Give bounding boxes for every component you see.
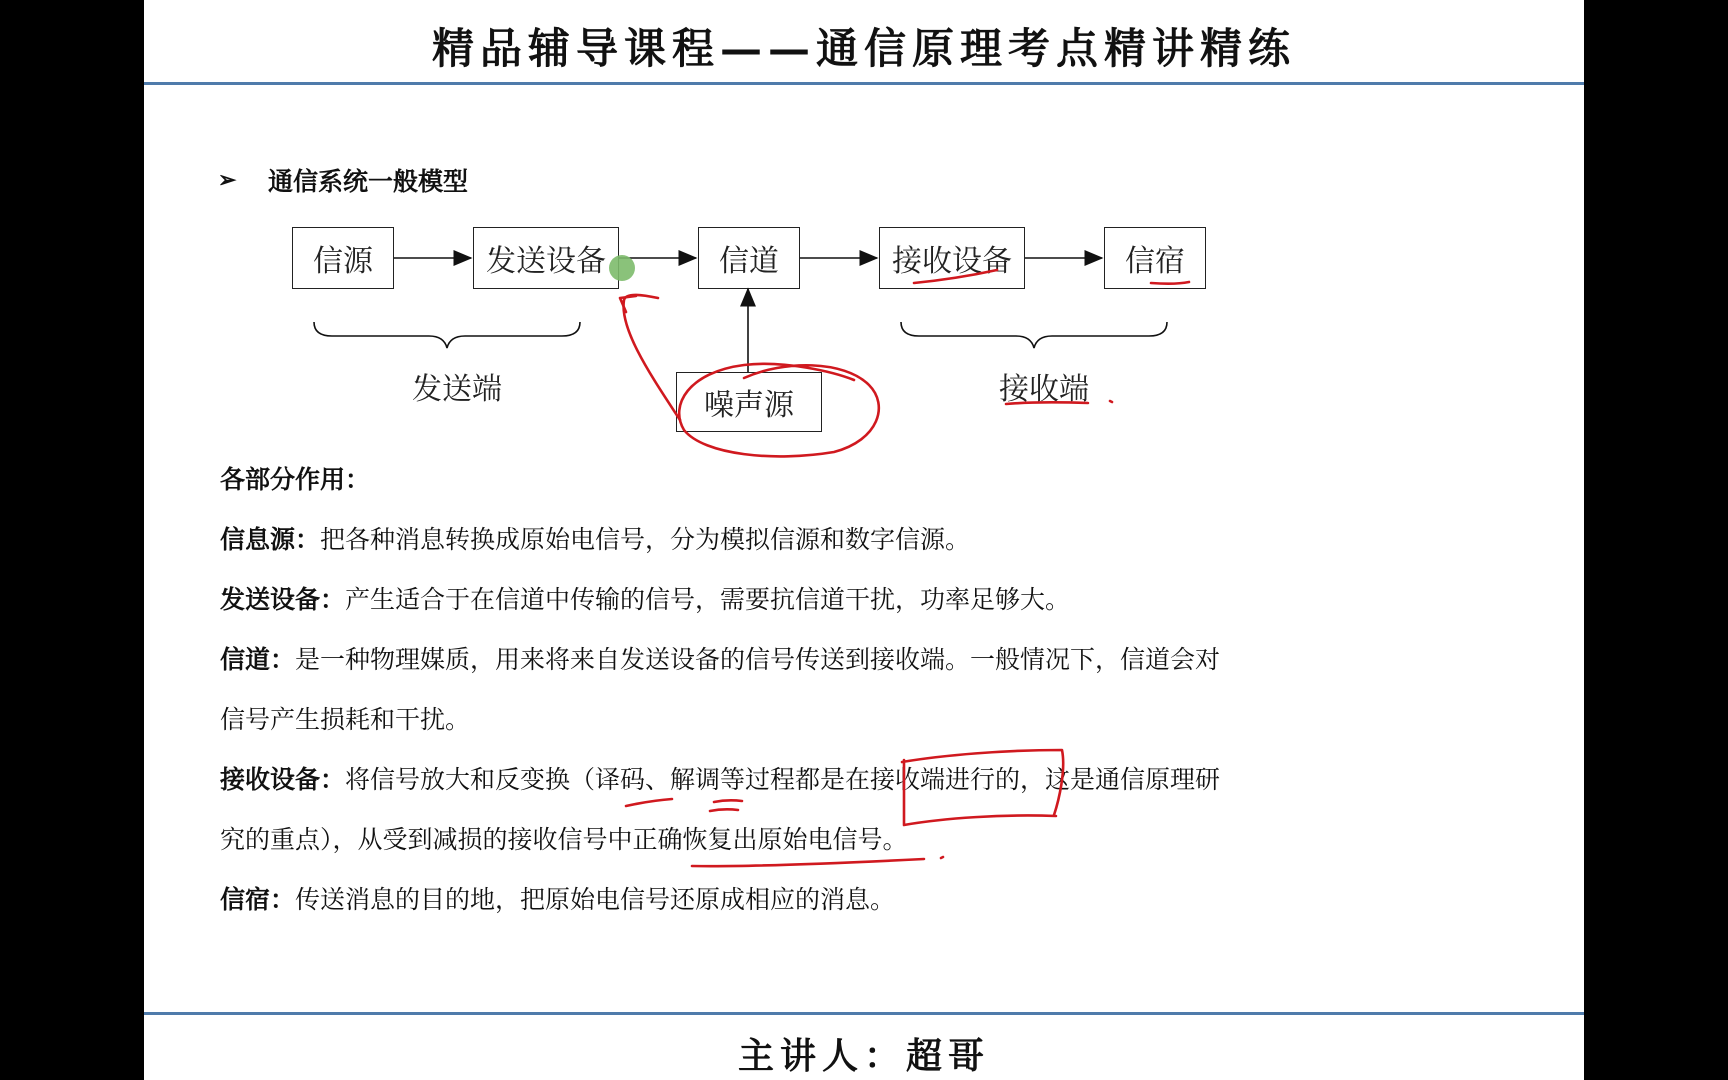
receiver-box: 接收设备 <box>879 227 1025 289</box>
transmitter-term: 发送设备： <box>220 585 346 614</box>
channel-box: 信道 <box>698 227 800 289</box>
presenter-label: 主讲人：超哥 <box>737 1035 990 1077</box>
slide <box>144 0 1584 1080</box>
period-annotation <box>941 857 943 858</box>
channel-term: 信道： <box>220 645 296 674</box>
transmitter-box: 发送设备 <box>473 227 619 289</box>
receiver-desc-2: 究的重点），从受到减损的接收信号中正确恢复出原始电信号。 <box>220 825 908 854</box>
noise-circle-annotation <box>679 364 879 457</box>
source-term: 信息源： <box>220 525 321 554</box>
noise-source-box: 噪声源 <box>676 372 822 432</box>
page-title: 精品辅导课程——通信原理考点精讲精练 <box>431 24 1296 73</box>
noise-arrow-annotation <box>624 295 680 420</box>
handwritten-annotations <box>144 0 1584 1080</box>
transmitter-desc: 产生适合于在信道中传输的信号，需要抗信道干扰，功率足够大。 <box>345 585 1071 614</box>
recover-underline-annotation <box>692 859 924 866</box>
demod-underline-annotation-2 <box>710 809 738 811</box>
dot-annotation <box>1110 401 1112 402</box>
channel-desc-2: 信号产生损耗和干扰。 <box>220 705 471 734</box>
receive-end-label: 接收端 <box>999 372 1089 407</box>
intro-label: 各部分作用： <box>220 465 371 494</box>
receive-end-box-annotation <box>902 750 1063 825</box>
demod-underline-annotation-1 <box>714 800 742 802</box>
sink-desc: 传送消息的目的地，把原始电信号还原成相应的消息。 <box>295 885 896 914</box>
sink-underline-annotation <box>1151 282 1189 284</box>
source-desc: 把各种消息转换成原始电信号，分为模拟信源和数字信源。 <box>320 525 971 554</box>
receiver-underline-annotation <box>914 270 997 283</box>
receiver-term: 接收设备： <box>220 765 346 794</box>
section-title: 通信系统一般模型 <box>268 167 469 196</box>
receiver-desc-1: 将信号放大和反变换（译码、解调等过程都是在接收端进行的，这是通信原理研 <box>345 765 1221 794</box>
receive-end-underline-annotation <box>1006 402 1088 404</box>
decode-underline-annotation <box>626 799 672 806</box>
source-box: 信源 <box>292 227 394 289</box>
footer-divider <box>144 1012 1584 1015</box>
arrow-bullet-icon: ➢ <box>218 167 237 193</box>
sink-box: 信宿 <box>1104 227 1206 289</box>
sink-term: 信宿： <box>220 885 296 914</box>
channel-desc-1: 是一种物理媒质，用来将来自发送设备的信号传送到接收端。一般情况下，信道会对 <box>295 645 1221 674</box>
send-end-label: 发送端 <box>412 372 502 407</box>
